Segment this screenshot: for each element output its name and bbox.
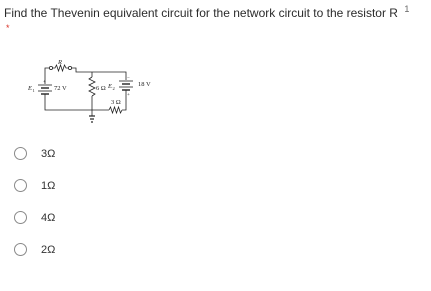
radio-button[interactable] [14, 179, 27, 192]
option-3[interactable] [14, 211, 55, 224]
option-label: 4Ω [41, 211, 56, 224]
question-text [4, 4, 409, 20]
option-2[interactable] [14, 179, 55, 192]
radio-button[interactable] [14, 243, 27, 256]
label-72v: 72 V [54, 85, 67, 92]
option-4[interactable] [14, 243, 55, 256]
radio-button[interactable] [14, 147, 27, 160]
option-label: 3Ω [41, 147, 56, 160]
label-18v: 18 V [138, 81, 151, 88]
wire-left-bottom [45, 94, 109, 110]
resistor-6 [89, 77, 95, 96]
option-1[interactable] [14, 147, 55, 160]
label-e1: E [28, 85, 32, 92]
question-label: Find the Thevenin equivalent circuit for the network circuit to the resistor R [4, 6, 398, 20]
terminal-left [49, 66, 52, 69]
option-label: 1Ω [41, 179, 56, 192]
label-e2-sub: 2 [112, 86, 115, 91]
label-3ohm: 3 Ω [111, 99, 121, 106]
wire-top-left [45, 68, 49, 72]
label-e2: E [108, 83, 112, 90]
label-e1-sub: 1 [32, 88, 35, 93]
circuit-diagram [28, 58, 168, 130]
required-marker: * [6, 23, 10, 33]
e2-plus: + [127, 93, 130, 98]
wire-top-right [72, 68, 126, 80]
e2-minus: − [127, 76, 130, 81]
wire-right-down [122, 90, 126, 110]
terminal-right [68, 66, 71, 69]
label-r: R [58, 59, 62, 66]
e1-plus: + [43, 80, 46, 85]
radio-button[interactable] [14, 211, 27, 224]
resistor-3 [109, 107, 122, 113]
option-label: 2Ω [41, 243, 56, 256]
label-6ohm: 6 Ω [96, 85, 106, 92]
question-superscript: 1 [404, 4, 410, 14]
